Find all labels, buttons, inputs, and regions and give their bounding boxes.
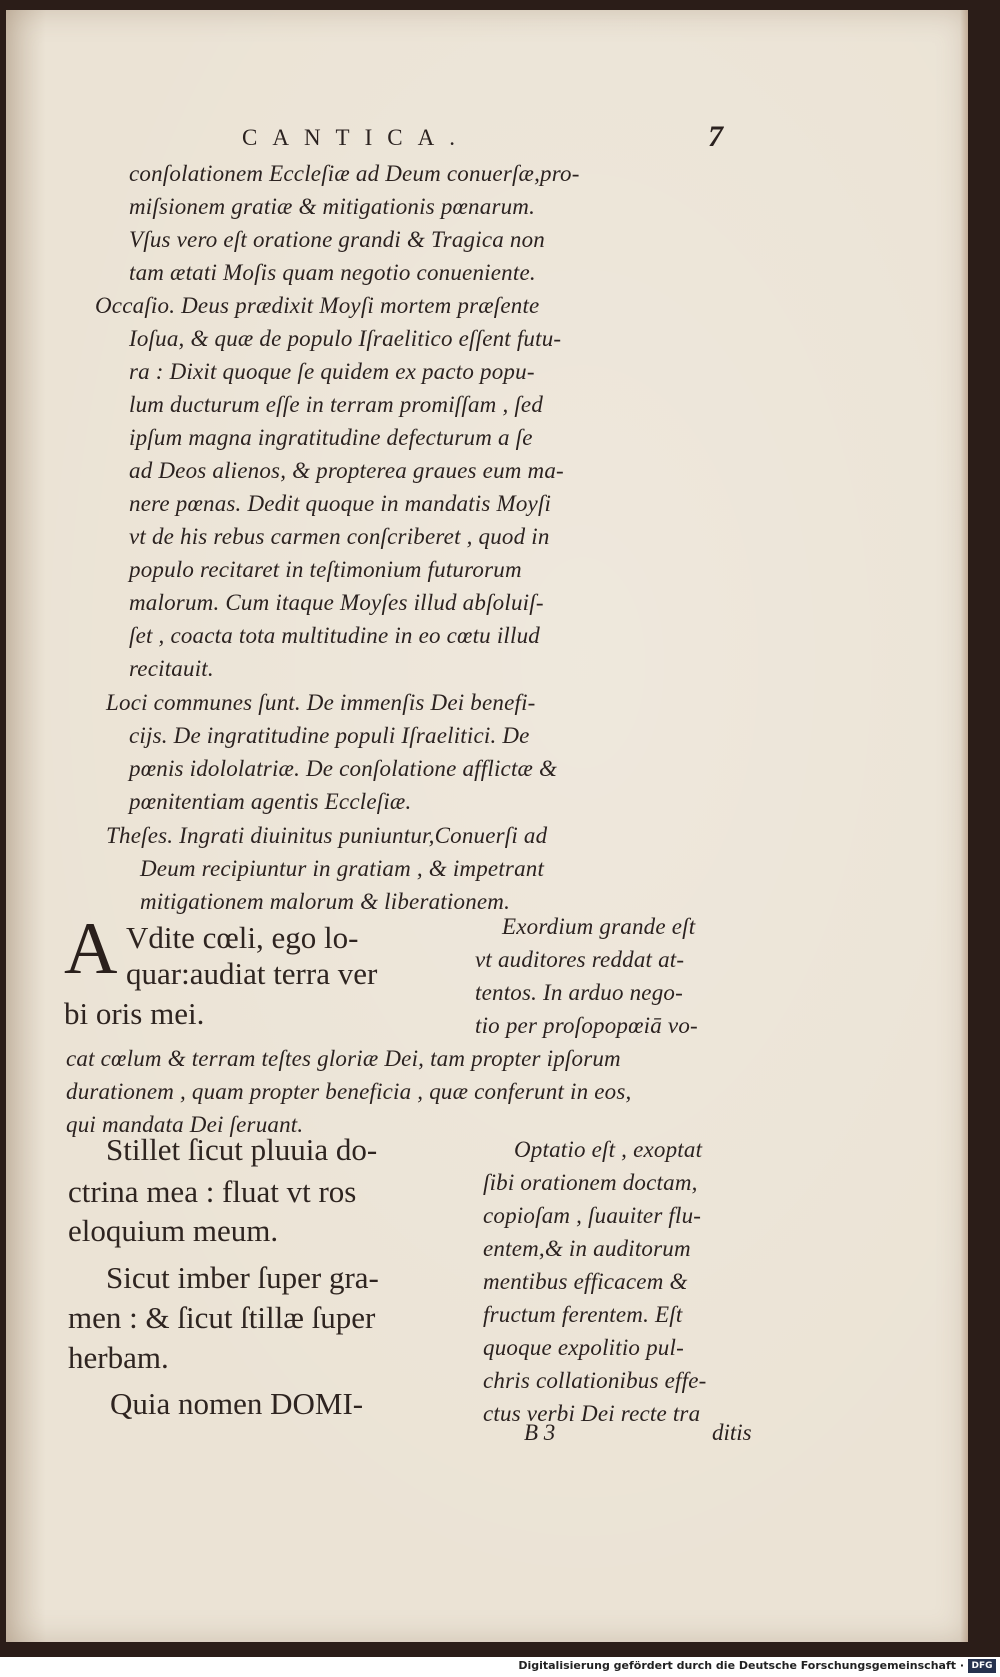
footer-bar	[0, 1657, 1000, 1677]
verse-line: bi oris mei.	[64, 996, 205, 1031]
dfg-logo-icon: DFG	[968, 1659, 996, 1673]
running-head: CANTICA.	[242, 125, 470, 150]
intro-line: Vſus vero eſt oratione grandi & Tragica non	[129, 227, 545, 252]
commentary-line: tentos. In arduo nego-	[475, 980, 683, 1005]
commentary-line: Optatio eſt , exoptat	[514, 1137, 703, 1162]
occasio-line: populo recitaret in teſtimonium futurorum	[129, 557, 522, 582]
commentary-line: quoque expolitio pul-	[483, 1335, 684, 1360]
theses-line: mitigationem malorum & liberationem.	[140, 889, 511, 914]
footer-credit: Digitalisierung gefördert durch die Deutsche Forschungsgemeinschaft ·	[518, 1659, 964, 1672]
page-edge-shadow	[960, 10, 968, 1642]
page-number: 7	[708, 120, 723, 153]
occasio-line: nere pœnas. Dedit quoque in mandatis Moyſi	[129, 491, 552, 516]
occasio-line: Occaſio. Deus prædixit Moyſi mortem præſente	[95, 293, 540, 318]
commentary-line: entem,& in auditorum	[483, 1236, 691, 1261]
verse-line: ctrina mea : fluat vt ros	[68, 1174, 357, 1209]
intro-line: miſsionem gratiæ & mitigationis pœnarum.	[129, 194, 536, 219]
occasio-line: ra : Dixit quoque ſe quidem ex pacto popu-	[129, 359, 535, 384]
commentary-line: durationem , quam propter beneficia , quæ conferunt in eos,	[66, 1079, 632, 1104]
commentary-line: vt auditores reddat at-	[475, 947, 685, 972]
verse-line: Stillet ſicut pluuia do-	[106, 1132, 378, 1167]
commentary-line: fructum ferentem. Eſt	[483, 1302, 683, 1327]
loci-line: pœnitentiam agentis Eccleſiæ.	[129, 789, 412, 814]
loci-line: pœnis idololatriæ. De conſolatione afflictæ &	[129, 756, 558, 781]
commentary-line: cat cœlum & terram teſtes gloriæ Dei, tam propter ipſorum	[66, 1046, 621, 1071]
verse-line: quar:audiat terra ver	[126, 956, 378, 991]
drop-cap: A	[64, 908, 118, 990]
commentary-line: chris collationibus effe-	[483, 1368, 707, 1393]
verse-line: Vdite cœli, ego lo-	[126, 920, 359, 955]
commentary-line: ctus verbi Dei recte tra	[483, 1401, 701, 1426]
verse-line: Quia nomen DOMI-	[110, 1386, 364, 1421]
occasio-line: Ioſua, & quæ de populo Iſraelitico eſſent futu-	[129, 326, 562, 351]
commentary-line: qui mandata Dei ſeruant.	[66, 1112, 304, 1137]
commentary-line: copioſam , ſuauiter flu-	[483, 1203, 702, 1228]
occasio-line: lum ducturum eſſe in terram promiſſam , ſed	[129, 392, 544, 417]
verse-line: herbam.	[68, 1340, 169, 1375]
commentary-line: mentibus efficacem &	[483, 1269, 688, 1294]
occasio-line: recitauit.	[129, 656, 214, 681]
theses-line: Deum recipiuntur in gratiam , & impetrant	[140, 856, 545, 881]
signature-mark: B 3	[524, 1420, 556, 1445]
occasio-line: ipſum magna ingratitudine defecturum a ſe	[129, 425, 533, 450]
occasio-line: ſet , coacta tota multitudine in eo cœtu illud	[129, 623, 541, 648]
catchword: ditis	[712, 1420, 752, 1445]
commentary-line: Exordium grande eſt	[502, 914, 696, 939]
commentary-line: ſibi orationem doctam,	[483, 1170, 698, 1195]
occasio-line: malorum. Cum itaque Moyſes illud abſoluiſ-	[129, 590, 544, 615]
occasio-line: ad Deos alienos, & propterea graues eum ma-	[129, 458, 564, 483]
commentary-line: tio per proſopopœiā vo-	[475, 1013, 698, 1038]
intro-line: tam ætati Moſis quam negotio conueniente.	[129, 260, 536, 285]
loci-line: Loci communes ſunt. De immenſis Dei benefi-	[106, 690, 536, 715]
verse-line: men : & ſicut ſtillæ ſuper	[68, 1300, 376, 1335]
verse-line: Sicut imber ſuper gra-	[106, 1260, 379, 1295]
intro-line: conſolationem Eccleſiæ ad Deum conuerſæ,pro-	[129, 161, 580, 186]
book-page	[6, 10, 968, 1642]
occasio-line: vt de his rebus carmen conſcriberet , quod in	[129, 524, 550, 549]
loci-line: cijs. De ingratitudine populi Iſraelitici. De	[129, 723, 530, 748]
verse-line: eloquium meum.	[68, 1213, 279, 1248]
theses-line: Theſes. Ingrati diuinitus puniuntur,Conuerſi ad	[106, 823, 548, 848]
